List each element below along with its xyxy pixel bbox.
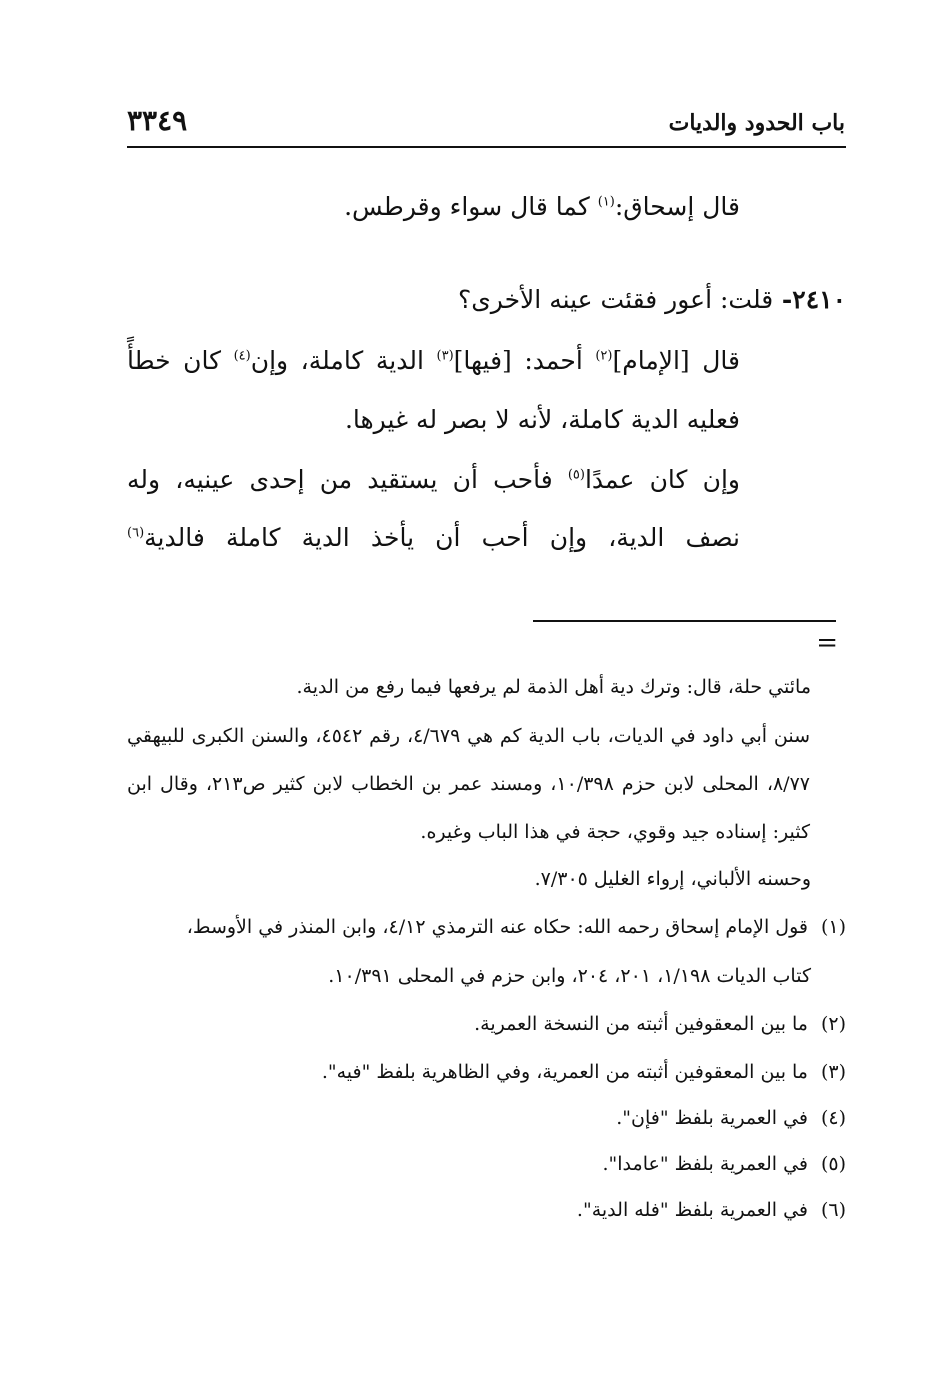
footnote-number: (٦) bbox=[820, 1199, 846, 1221]
ishaq-statement bbox=[127, 177, 740, 236]
footnote-ref-3: (٣) bbox=[436, 348, 454, 364]
answer-text: أحمد: [فيها] bbox=[453, 346, 596, 375]
footnote-continuation-last: وحسنه الألباني، إرواء الغليل ٧/٣٠٥. bbox=[534, 868, 811, 890]
footnote-1-continued bbox=[328, 952, 811, 1000]
footnote-2 bbox=[474, 1000, 846, 1048]
footnote-ref-5: (٥) bbox=[567, 467, 585, 483]
footnote-5 bbox=[602, 1140, 846, 1188]
chapter-title: باب الحدود والديات bbox=[668, 110, 845, 136]
footnote-6 bbox=[577, 1186, 846, 1234]
answer-line-2 bbox=[127, 390, 740, 449]
statement-text: قال إسحاق: bbox=[614, 192, 740, 221]
footnote-number: (٥) bbox=[820, 1153, 846, 1175]
footnote-text: في العمرية بلفظ "فإن". bbox=[616, 1107, 808, 1129]
footnote-continuation-line: مائتي حلة، قال: وترك دية أهل الذمة لم يرفعها فيما رفع من الدية. bbox=[296, 676, 811, 698]
footnote-text: ما بين المعقوفين أثبته من النسخة العمرية. bbox=[474, 1013, 808, 1035]
question-number: ٢٤١٠- bbox=[773, 285, 846, 314]
footnote-text: كتاب الديات ١/١٩٨، ٢٠١، ٢٠٤، وابن حزم في المحلى ١٠/٣٩١. bbox=[328, 965, 811, 987]
continuation-mark: = bbox=[816, 628, 838, 658]
footnote-number: (١) bbox=[820, 916, 846, 938]
footnote-number: (٤) bbox=[820, 1107, 846, 1129]
footnote-text: في العمرية بلفظ "فله الدية". bbox=[576, 1199, 808, 1221]
answer-text: فأحب أن يستقيد من إحدى عينيه، وله bbox=[127, 465, 568, 494]
footnote-number: (٢) bbox=[820, 1013, 846, 1035]
footnote-ref-2: (٢) bbox=[595, 348, 613, 364]
footnote-divider bbox=[533, 620, 836, 622]
footnote-number: (٣) bbox=[820, 1061, 846, 1083]
statement-text-rest: كما قال سواء وقرطس. bbox=[344, 192, 598, 221]
answer-text: فعليه الدية كاملة، لأنه لا بصر له غيرها. bbox=[344, 405, 740, 434]
running-header bbox=[127, 100, 845, 144]
answer-text: وإن كان عمدًا bbox=[584, 465, 741, 494]
answer-text: قال [الإمام] bbox=[612, 346, 740, 375]
page-number: ٣٣٤٩ bbox=[127, 104, 188, 137]
footnote-3 bbox=[322, 1048, 846, 1096]
answer-text: كان خطأً bbox=[127, 346, 234, 375]
header-divider bbox=[127, 146, 846, 148]
footnote-4 bbox=[616, 1094, 846, 1142]
footnote-ref-6: (٦) bbox=[127, 525, 145, 541]
answer-text: نصف الدية، وإن أحب أن يأخذ الدية كاملة فالدية bbox=[144, 523, 740, 552]
footnote-ref-1: (١) bbox=[597, 194, 615, 210]
footnote-ref-4: (٤) bbox=[233, 348, 251, 364]
footnote-text: في العمرية بلفظ "عامدا". bbox=[602, 1153, 808, 1175]
answer-text: الدية كاملة، وإن bbox=[250, 346, 437, 375]
footnote-text: قول الإمام إسحاق رحمه الله: حكاه عنه الترمذي ٤/١٢، وابن المنذر في الأوسط، bbox=[186, 916, 808, 938]
footnote-text: ما بين المعقوفين أثبته من العمرية، وفي الظاهرية بلفظ "فيه". bbox=[321, 1061, 808, 1083]
question-text: قلت: أعور فقئت عينه الأخرى؟ bbox=[457, 285, 774, 314]
question-heading bbox=[458, 285, 846, 314]
answer-line-4 bbox=[127, 508, 740, 567]
footnote-continuation-paragraph: سنن أبي داود في الديات، باب الدية كم هي ٤/٦٧٩، رقم ٤٥٤٢، والسنن الكبرى للبيهقي ٨/٧٧، المحلى لابن حزم ١٠/٣٩٨، ومسند عمر بن الخطاب لابن كثير ص٢١٣، وقال ابن كثير: إسناده جيد وقوي، حجة في هذا الباب وغيره. bbox=[127, 725, 810, 843]
footnote-1 bbox=[187, 903, 846, 951]
answer-line-1 bbox=[127, 331, 740, 390]
answer-line-3 bbox=[127, 450, 740, 509]
